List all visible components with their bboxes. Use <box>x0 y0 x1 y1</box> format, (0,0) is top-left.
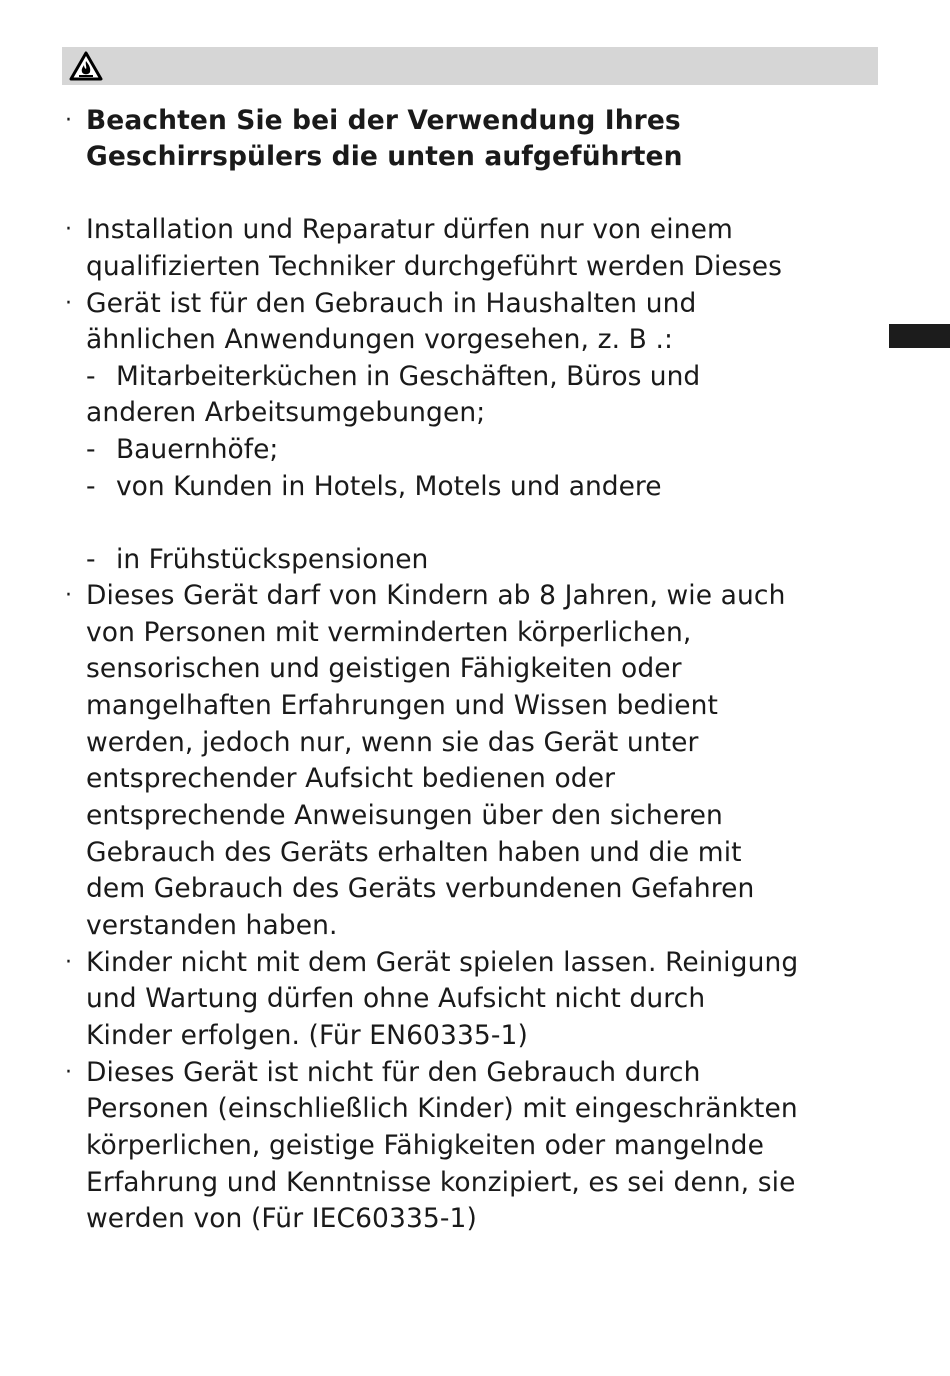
text-line: Kinder erfolgen. (Für EN60335-1) <box>86 1020 528 1051</box>
text-line: körperlichen, geistige Fähigkeiten oder mangelnde <box>86 1130 764 1161</box>
bold-intro-line: Beachten Sie bei der Verwendung Ihres <box>86 105 681 136</box>
sub-item-text: von Kunden in Hotels, Motels und andere <box>116 471 662 502</box>
text-line: verstanden haben. <box>86 910 338 941</box>
flammable-warning-icon <box>69 51 103 81</box>
text-line: entsprechender Aufsicht bedienen oder <box>86 763 616 794</box>
text-line: entsprechende Anweisungen über den sicheren <box>86 800 723 831</box>
text-line: Erfahrung und Kenntnisse konzipiert, es sei denn, sie <box>86 1167 796 1198</box>
list-dash: - <box>86 471 96 502</box>
bullet: · <box>65 1060 72 1085</box>
chapter-tab-marker <box>889 324 950 348</box>
text-line: von Personen mit verminderten körperlichen, <box>86 617 692 648</box>
text-line: Personen (einschließlich Kinder) mit eingeschränkten <box>86 1093 798 1124</box>
text-line: werden, jedoch nur, wenn sie das Gerät unter <box>86 727 699 758</box>
text-line: und Wartung dürfen ohne Aufsicht nicht durch <box>86 983 706 1014</box>
text-line: mangelhaften Erfahrungen und Wissen bedient <box>86 690 719 721</box>
bullet: · <box>65 583 72 608</box>
bullet: · <box>65 291 72 316</box>
list-dash: - <box>86 434 96 465</box>
text-line: werden von (Für IEC60335-1) <box>86 1203 477 1234</box>
text-line: ähnlichen Anwendungen vorgesehen, z. B .: <box>86 324 674 355</box>
warning-header-bar <box>62 47 878 85</box>
sub-item-continuation: anderen Arbeitsumgebungen; <box>86 397 486 428</box>
list-dash: - <box>86 544 96 575</box>
text-line: Kinder nicht mit dem Gerät spielen lassen. Reinigung <box>86 947 799 978</box>
text-line: dem Gebrauch des Geräts verbundenen Gefahren <box>86 873 755 904</box>
sub-item-text: Mitarbeiterküchen in Geschäften, Büros und <box>116 361 701 392</box>
bullet: · <box>65 217 72 242</box>
text-line: Dieses Gerät darf von Kindern ab 8 Jahren, wie auch <box>86 580 786 611</box>
text-line: Gerät ist für den Gebrauch in Haushalten und <box>86 288 697 319</box>
bold-intro-line: Geschirrspülers die unten aufgeführten <box>86 141 683 172</box>
text-line: sensorischen und geistigen Fähigkeiten oder <box>86 653 682 684</box>
sub-item-text: Bauernhöfe; <box>116 434 279 465</box>
text-line: Installation und Reparatur dürfen nur von einem <box>86 214 733 245</box>
bullet: · <box>65 950 72 975</box>
text-line: Dieses Gerät ist nicht für den Gebrauch durch <box>86 1057 701 1088</box>
sub-item-text: in Frühstückspensionen <box>116 544 429 575</box>
text-line: qualifizierten Techniker durchgeführt werden Dieses <box>86 251 783 282</box>
bullet: · <box>65 108 72 133</box>
text-line: Gebrauch des Geräts erhalten haben und die mit <box>86 837 742 868</box>
list-dash: - <box>86 361 96 392</box>
